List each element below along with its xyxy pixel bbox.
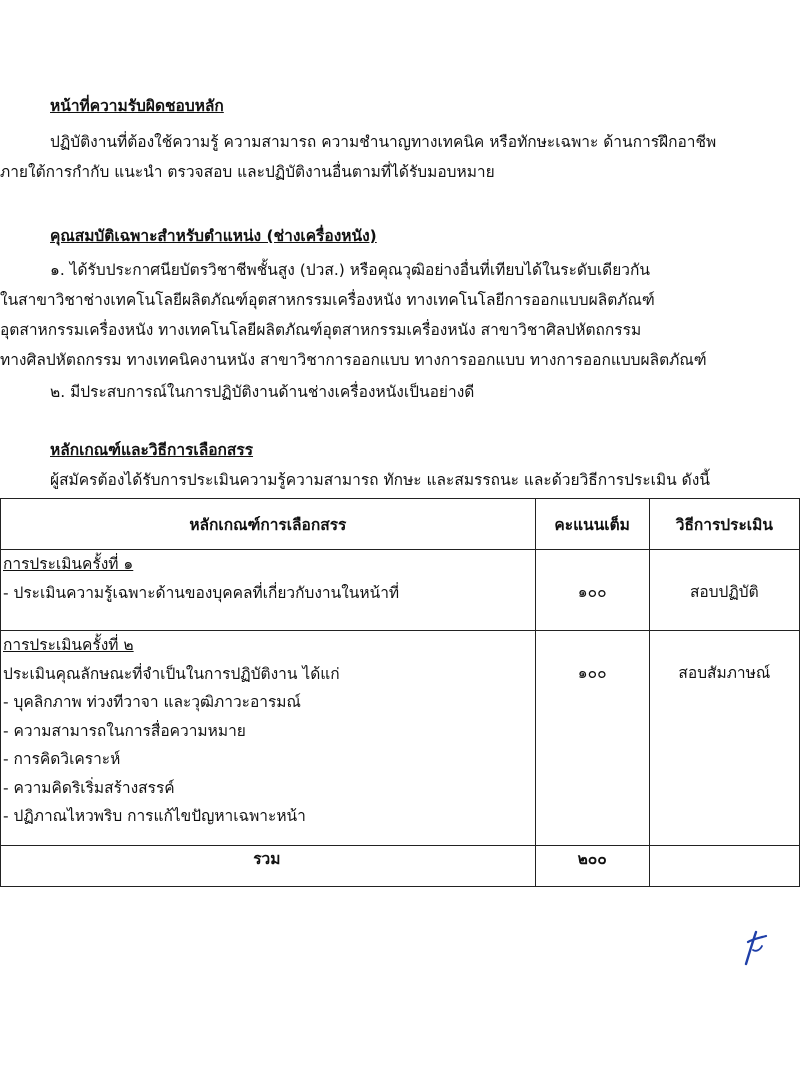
round-1-score: ๑๐๐ xyxy=(577,583,607,601)
qualifications-line-4: ทางศิลปหัตถกรรม ทางเทคนิคงานหนัง สาขาวิชาการออกแบบ ทางการออกแบบ ทางการออกแบบผลิตภัณฑ์ xyxy=(0,351,707,369)
criteria-table xyxy=(0,498,800,887)
initial-mark-icon xyxy=(740,928,770,968)
qualifications-line-2: ในสาขาวิชาช่างเทคโนโลยีผลิตภัณฑ์อุตสาหกรรมเครื่องหนัง ทางเทคโนโลยีการออกแบบผลิตภัณฑ์ xyxy=(0,291,655,309)
round-1-item: - ประเมินความรู้เฉพาะด้านของบุคคลที่เกี่ยวกับงานในหน้าที่ xyxy=(3,583,400,602)
round-1-criteria-cell xyxy=(1,550,536,631)
round-1-score-cell xyxy=(535,550,649,631)
total-label: รวม xyxy=(1,846,536,887)
round-2-item-3: - ความสามารถในการสื่อความหมาย xyxy=(3,721,246,740)
round-1-method: สอบปฏิบัติ xyxy=(689,583,759,601)
round-2-criteria-cell xyxy=(1,631,536,846)
duties-heading: หน้าที่ความรับผิดชอบหลัก xyxy=(50,97,224,115)
qualifications-line-3: อุตสาหกรรมเครื่องหนัง ทางเทคโนโลยีผลิตภัณฑ์อุตสาหกรรมเครื่องหนัง สาขาวิชาศิลปหัตถกรรม xyxy=(0,321,642,339)
round-2-item-4: - การคิดวิเคราะห์ xyxy=(3,750,121,768)
header-criteria: หลักเกณฑ์การเลือกสรร xyxy=(1,499,536,550)
table-row-total xyxy=(1,846,800,887)
round-2-score: ๑๐๐ xyxy=(577,664,607,682)
qualifications-heading: คุณสมบัติเฉพาะสำหรับตำแหน่ง (ช่างเครื่องหนัง) xyxy=(50,227,377,245)
round-2-item-1: ประเมินคุณลักษณะที่จำเป็นในการปฏิบัติงาน ได้แก่ xyxy=(3,664,340,683)
round-2-method-cell xyxy=(649,631,799,846)
duties-line-2: ภายใต้การกำกับ แนะนำ ตรวจสอบ และปฏิบัติงานอื่นตามที่ได้รับมอบหมาย xyxy=(0,163,495,181)
round-2-item-5: - ความคิดริเริ่มสร้างสรรค์ xyxy=(3,778,175,797)
qualifications-line-5: ๒. มีประสบการณ์ในการปฏิบัติงานด้านช่างเครื่องหนังเป็นอย่างดี xyxy=(50,383,475,401)
round-2-title: การประเมินครั้งที่ ๒ xyxy=(3,636,134,654)
total-score: ๒๐๐ xyxy=(535,846,649,887)
qualifications-line-1: ๑. ได้รับประกาศนียบัตรวิชาชีพชั้นสูง (ปวส.) หรือคุณวุฒิอย่างอื่นที่เทียบได้ในระดับเดียวกัน xyxy=(50,261,650,279)
round-1-title: การประเมินครั้งที่ ๑ xyxy=(3,555,134,573)
table-header-row xyxy=(1,499,800,550)
duties-line-1: ปฏิบัติงานที่ต้องใช้ความรู้ ความสามารถ ความชำนาญทางเทคนิค หรือทักษะเฉพาะ ด้านการฝึกอาชีพ xyxy=(50,133,717,151)
table-row-round-1 xyxy=(1,550,800,631)
round-2-item-2: - บุคลิกภาพ ท่วงทีวาจา และวุฒิภาวะอารมณ์ xyxy=(3,693,301,711)
selection-intro: ผู้สมัครต้องได้รับการประเมินความรู้ความสามารถ ทักษะ และสมรรถนะ และด้วยวิธีการประเมิน ดังนี้ xyxy=(50,471,710,489)
total-method xyxy=(649,846,799,887)
header-full-score: คะแนนเต็ม xyxy=(535,499,649,550)
round-2-item-6: - ปฏิภาณไหวพริบ การแก้ไขปัญหาเฉพาะหน้า xyxy=(3,807,306,825)
selection-heading: หลักเกณฑ์และวิธีการเลือกสรร xyxy=(50,441,254,459)
round-2-method: สอบสัมภาษณ์ xyxy=(678,664,771,682)
round-1-method-cell xyxy=(649,550,799,631)
header-assessment-method: วิธีการประเมิน xyxy=(649,499,799,550)
round-2-score-cell xyxy=(535,631,649,846)
table-row-round-2 xyxy=(1,631,800,846)
